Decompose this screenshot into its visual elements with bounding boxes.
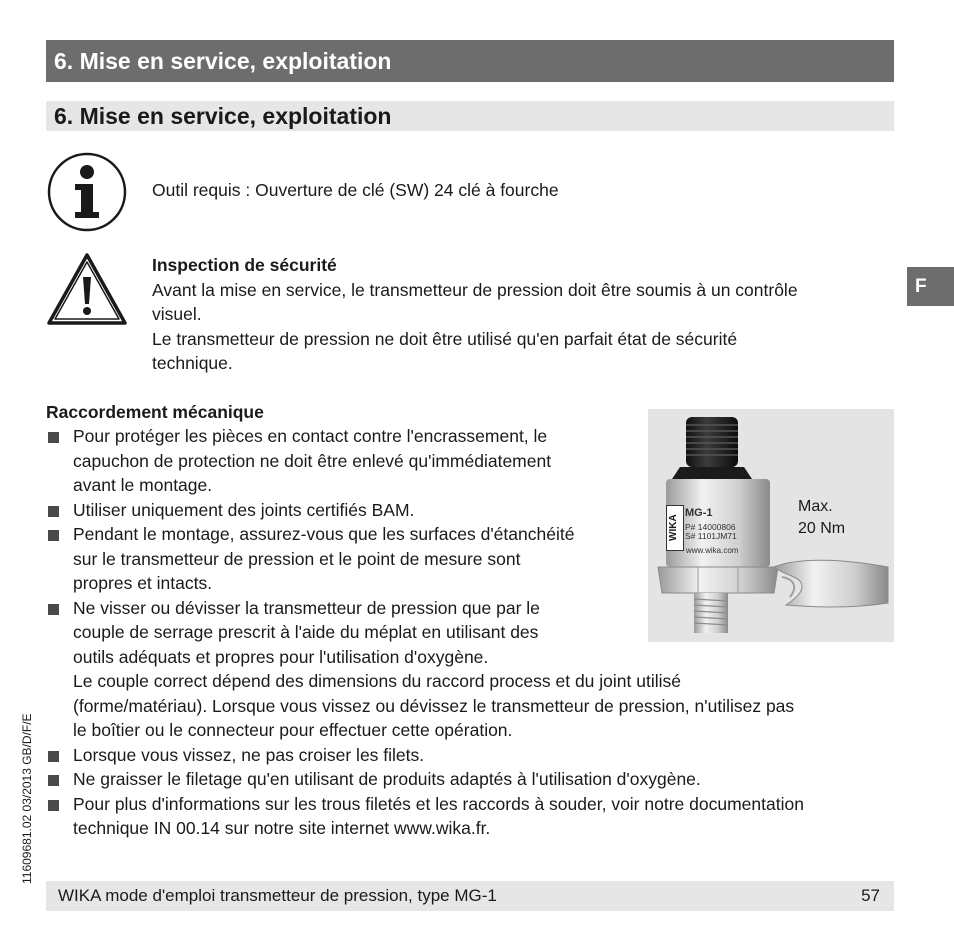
- list-line: Pendant le montage, assurez-vous que les surfaces d'étanchéité: [73, 524, 575, 544]
- list-line: Pour plus d'informations sur les trous filetés et les raccords à souder, voir notre documentation: [73, 793, 804, 814]
- list-line: propres et intacts.: [73, 573, 213, 593]
- list-line: capuchon de protection ne doit être enlevé qu'immédiatement: [73, 450, 552, 471]
- list-line: Ne graisser le filetage qu'en utilisant de produits adaptés à l'utilisation d'oxygène.: [73, 769, 701, 789]
- warning-triangle-icon: [46, 252, 128, 326]
- footer: [46, 881, 894, 911]
- torque-label: [798, 496, 845, 540]
- list-line: sur le transmetteur de pression et le point de mesure sont: [73, 548, 521, 569]
- note-line: Le transmetteur de pression ne doit être utilisé qu'en parfait état de sécurité: [152, 328, 738, 349]
- list-line: couple de serrage prescrit à l'aide du méplat en utilisant des: [73, 622, 539, 642]
- list-line: Le couple correct dépend des dimensions du raccord process et du joint utilisé: [73, 671, 681, 691]
- list-line: Ne visser ou dévisser la transmetteur de pression que par le: [73, 597, 540, 618]
- serial-p: P# 14000806: [685, 522, 736, 532]
- note-line: Avant la mise en service, le transmetteur de pression doit être soumis à un contrôle: [152, 279, 798, 300]
- list-line: Utiliser uniquement des joints certifiés BAM.: [73, 499, 415, 520]
- section-title: 6. Mise en service, exploitation: [54, 47, 392, 74]
- section-title: 6. Mise en service, exploitation: [54, 102, 392, 129]
- footer-text: WIKA mode d'emploi transmetteur de pression, type MG-1: [58, 886, 497, 905]
- note-line: visuel.: [152, 304, 202, 324]
- model-label: MG-1: [685, 507, 713, 519]
- note-title: Inspection de sécurité: [152, 255, 337, 275]
- list-line: Lorsque vous vissez, ne pas croiser les filets.: [73, 744, 425, 765]
- document-code: 11609681.02 03/2013 GB/D/F/E: [20, 713, 34, 884]
- list-line: technique IN 00.14 sur notre site internet www.wika.fr.: [73, 818, 491, 838]
- list-line: outils adéquats et propres pour l'utilisation d'oxygène.: [73, 646, 489, 667]
- info-icon: [47, 152, 127, 232]
- language-tab: [907, 267, 954, 306]
- safety-inspection-note: [152, 253, 892, 376]
- section-header-light: [46, 101, 894, 131]
- page-number: 57: [861, 886, 880, 905]
- section-header-dark: [46, 40, 894, 82]
- torque-label-line: 20 Nm: [798, 520, 846, 537]
- list-item: [46, 792, 804, 841]
- product-photo: [648, 409, 894, 642]
- list-paragraph: [46, 669, 804, 743]
- note-line: technique.: [152, 353, 233, 373]
- list-item: [46, 767, 804, 792]
- mechanical-connection-title: Raccordement mécanique: [46, 402, 264, 422]
- list-line: avant le montage.: [73, 475, 213, 495]
- language-tab-letter: F: [915, 275, 927, 297]
- brand-label: WIKA: [666, 505, 684, 551]
- torque-label-line: Max.: [798, 498, 833, 515]
- list-line: Pour protéger les pièces en contact contre l'encrassement, le: [73, 426, 548, 446]
- list-line: (forme/matériau). Lorsque vous vissez ou dévissez le transmetteur de pression, n'utilisez pas: [73, 695, 795, 716]
- list-item: [46, 743, 804, 768]
- serial-s: S# 1101JM71: [685, 531, 737, 541]
- url-label: www.wika.com: [686, 546, 739, 555]
- info-note-text: Outil requis : Ouverture de clé (SW) 24 clé à fourche: [152, 180, 559, 200]
- list-line: le boîtier ou le connecteur pour effectuer cette opération.: [73, 720, 513, 740]
